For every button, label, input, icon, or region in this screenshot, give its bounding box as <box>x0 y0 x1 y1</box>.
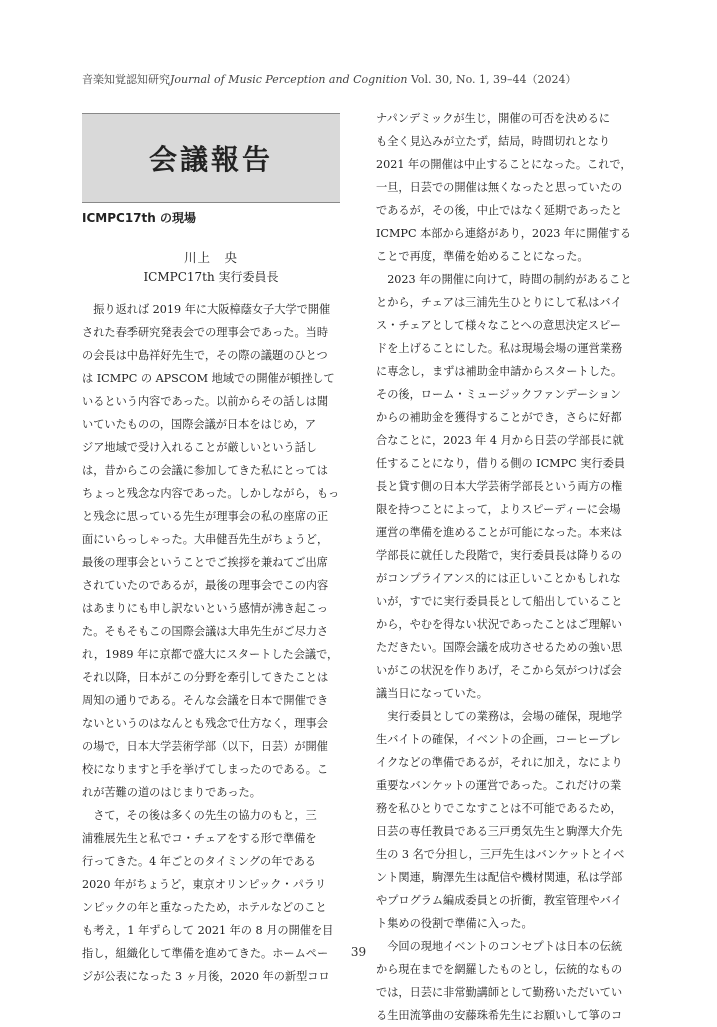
body-text-line: 務を私ひとりでこなすことは不可能であるため， <box>376 802 622 815</box>
body-text-line: 一旦，日芸での開催は無くなったと思っていたの <box>376 181 623 194</box>
body-text-line: 任することになり，借りる側の ICMPC 実行委員 <box>376 457 626 470</box>
body-text-line: がコンプライアンス的には正しいことかもしれな <box>376 572 621 585</box>
body-text-line: の場で，日本大学芸術学部（以下，日芸）が開催 <box>82 740 328 753</box>
body-text-line: も考え，1 年ずらして 2021 年の 8 月の開催を目 <box>82 924 334 937</box>
body-text-line: も全く見込みが立たず，結局，時間切れとなり <box>376 135 611 148</box>
body-text-line: 生の 3 名で分担し，三戸先生はバンケットとイベ <box>376 848 625 861</box>
body-text-line: ことで再度，準備を始めることになった。 <box>376 250 589 263</box>
body-text-line: に専念し，まずは補助金申請からスタートした。 <box>376 365 623 378</box>
body-text-line: 長と貸す側の日本大学芸術学部長という両方の権 <box>376 480 623 493</box>
body-text-line: ドを上げることにした。私は現場会場の運営業務 <box>376 342 623 355</box>
body-text-line: からの補助金を獲得することができ，さらに好都 <box>376 411 622 424</box>
body-text-line: から現在までを網羅したものとし，伝統的なもの <box>376 963 623 976</box>
body-column-right <box>376 107 638 1027</box>
body-text-line: ICMPC 本部から連絡があり，2023 年に開催する <box>376 227 632 240</box>
body-text-line: さて，その後は多くの先生の協力のもと，三 <box>82 809 317 822</box>
author-name: 川上 央 <box>183 250 238 265</box>
body-text-line: ただきたい。国際会議を成功させるための強い思 <box>376 641 623 654</box>
body-text-line: る生田流箏曲の安藤珠希先生にお願いして箏のコ <box>376 1009 623 1022</box>
body-text-line: ンピックの年と重なったため，ホテルなどのこと <box>82 901 327 914</box>
body-text-line: それ以降，日本がこの分野を牽引してきたことは <box>82 671 329 684</box>
body-text-line: 校になりますと手を挙げてしまったのである。こ <box>82 763 329 776</box>
body-text-line: と残念に思っている先生が理事会の私の座席の正 <box>82 510 329 523</box>
body-text-line: 2023 年の開催に向けて，時間の制約があること <box>376 273 632 286</box>
body-text-line: 生バイトの確保，イベントの企画，コーヒーブレ <box>376 733 621 746</box>
body-text-line: から，やむを得ない状況であったことはご理解い <box>376 618 623 631</box>
body-text-line: 最後の理事会ということでご挨拶を兼ねてご出席 <box>82 556 328 569</box>
body-column-left <box>82 298 344 988</box>
body-text-line: 振り返れば 2019 年に大阪樟蔭女子大学で開催 <box>82 303 331 316</box>
body-text-line: は ICMPC の APSCOM 地域での開催が頓挫して <box>82 372 335 385</box>
body-text-line: ント関連，駒澤先生は配信や機材関連，私は学部 <box>376 871 623 884</box>
body-text-line: 限を持つことによって，よりスピーディーに会場 <box>376 503 621 516</box>
page-title: 会議報告 <box>148 143 273 176</box>
body-text-line: いが，すでに実行委員長として船出していること <box>376 595 623 608</box>
body-text-line: の会長は中島祥好先生で，その際の議題のひとつ <box>82 349 328 362</box>
body-text-line: 周知の通りである。そんな会議を日本で開催でき <box>82 694 329 707</box>
body-text-line: れ，1989 年に京都で盛大にスタートした会議で， <box>82 648 339 661</box>
body-text-line: いるという内容であった。以前からその話しは聞 <box>82 395 329 408</box>
body-text-line: 合なことに，2023 年 4 月から日芸の学部長に就 <box>376 434 624 447</box>
body-text-line: 運営の準備を進めることが可能になった。本来は <box>376 526 623 539</box>
body-text-line: いていたものの，国際会議が日本をはじめ，ア <box>82 418 317 431</box>
header-prefix: 音楽知覚認知研究 <box>82 73 170 86</box>
body-text-line: されていたのであるが，最後の理事会でこの内容 <box>82 579 329 592</box>
body-text-line: 学部長に就任した段階で，実行委員長は降りるの <box>376 549 622 562</box>
body-text-line: 浦雅展先生と私でコ・チェアをする形で準備を <box>82 832 317 845</box>
page-number: 39 <box>350 945 367 959</box>
body-text-line: とから，チェアは三浦先生ひとりにして私はバイ <box>376 296 622 309</box>
body-text-line: ちょっと残念な内容であった。しかしながら，もっ <box>82 487 340 500</box>
body-text-line: であるが，その後，中止ではなく延期であったと <box>376 204 623 217</box>
body-text-line: 重要なバンケットの運営であった。これだけの業 <box>376 779 622 792</box>
body-text-line: された春季研究発表会での理事会であった。当時 <box>82 326 329 339</box>
body-text-line: はあまりにも申し訳ないという感情が沸き起こっ <box>82 602 328 615</box>
body-text-line: では，日芸に非常勤講師として勤務いただいてい <box>376 986 623 999</box>
header-journal-name: Journal of Music Perception and Cognition <box>170 73 408 86</box>
body-text-line: ナパンデミックが生じ，開催の可否を決めるに <box>376 112 611 125</box>
body-text-line: いがこの状況を作りあげ，そこから気がつけば会 <box>376 664 622 677</box>
title-banner <box>82 113 340 203</box>
body-text-line: は，昔からこの会議に参加してきた私にとっては <box>82 464 328 477</box>
body-text-line: れが苦難の道のはじまりであった。 <box>82 786 261 799</box>
body-text-line: その後，ローム・ミュージックファンデーション <box>376 388 622 401</box>
body-text-line: た。そもそもこの国際会議は大串先生がご尽力さ <box>82 625 329 638</box>
author-affiliation: ICMPC17th 実行委員長 <box>143 270 279 284</box>
body-text-line: 指し，組織化して準備を進めてきた。ホームペー <box>82 947 329 960</box>
body-text-line: ジが公表になった 3 ヶ月後，2020 年の新型コロ <box>82 970 330 983</box>
body-text-line: 行ってきた。4 年ごとのタイミングの年である <box>82 855 316 868</box>
body-text-line: 議当日になっていた。 <box>376 687 488 700</box>
body-text-line: ないというのはなんとも残念で仕方なく，理事会 <box>82 717 328 730</box>
header-volume: Vol. 30, No. 1, 39–44（2024） <box>410 73 577 86</box>
body-text-line: 2020 年がちょうど，東京オリンピック・パラリ <box>82 878 327 891</box>
body-text-line: 面にいらっしゃった。大串健吾先生がちょうど， <box>82 533 329 546</box>
running-header <box>82 71 642 87</box>
body-text-line: ジア地域で受け入れることが厳しいという話し <box>82 441 317 454</box>
body-text-line: 2021 年の開催は中止することになった。これで， <box>376 158 632 171</box>
body-text-line: やプログラム編成委員との折衝，教室管理やバイ <box>376 894 623 907</box>
body-text-line: イクなどの準備であるが，それに加え，なにより <box>376 756 623 769</box>
body-text-line: ス・チェアとして様々なことへの意思決定スピー <box>376 319 621 332</box>
body-text-line: 実行委員としての業務は，会場の確保，現地学 <box>376 710 623 723</box>
body-text-line: 日芸の専任教員である三戸勇気先生と駒澤大介先 <box>376 825 623 838</box>
body-text-line: 今回の現地イベントのコンセプトは日本の伝統 <box>376 940 623 953</box>
section-label: ICMPC17th の現場 <box>82 211 196 225</box>
body-text-line: ト集めの役割で準備に入った。 <box>376 917 533 930</box>
